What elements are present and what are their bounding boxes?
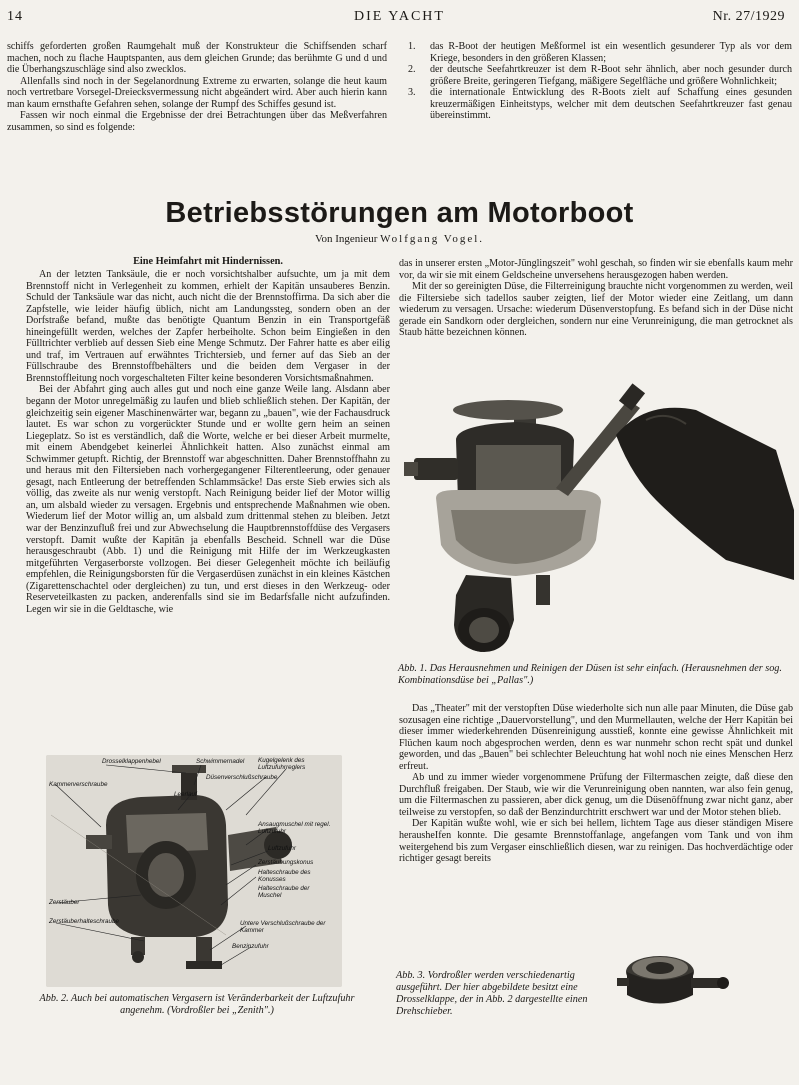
article-right-column-bottom — [399, 703, 793, 865]
body-paragraph: das in unserer ersten „Motor-Jünglingszeit" wohl geschah, so finden wir sie ebenfalls kaum mehr vor, da wir sie mit einem Geldscheine unversehens herausgezogen haben werden. — [399, 258, 793, 281]
body-paragraph: An der letzten Tanksäule, die er noch vorsichtshalber aufsuchte, um ja mit dem Brennstoff nicht in Verlegenheit zu kommen, erhielt der Kapitän unsauberes Benzin. Schuld der Tanksäule war das nicht, auch nicht die der Brennstoffirma. Da sich aber die Zapfstelle, wie leider häufig üblich, nicht am Landungssteg, sondern oben an der Dorfstraße befand, mußte das benötigte Quantum Benzin in ein Transportgefäß hineingefüllt werden, welches der Zapfer herbeiholte. Schon beim Eingießen in den Fülltrichter verblieb auf dessen Sieb eine Menge Schmutz. Der Fahrer hatte es aber eilig und traf, im Vertrauen auf erwähntes Trichtersieb, und ferner auf das Sieb an der Füllschraube des Brennstoffbehälters und die beiden dem Vergaser in der Brennstoffleitung noch vorgeschalteten Filter keine besonderen Vorsichtsmaßnahmen. — [26, 269, 390, 384]
label-drosselklappenhebel: Drosselklappenhebel — [102, 758, 161, 765]
body-paragraph: Bei der Abfahrt ging auch alles gut und noch eine ganze Weile lang. Alsdann aber begann der Motor unregelmäßig zu laufen und blieb schließlich stehen. Der Kapitän, der gleichzeitig sein eigener Maschinenwärter war, begann zu „bauen", wie der Fachausdruck lautet. Es war schon zu vorgerückter Stunde und er wollte gern heim an seinen Liegeplatz. So ist es verständlich, daß die Worte, welche er bei dieser Arbeit murmelte, mit einem Abendgebet keinerlei Ähnlichkeit hatten. Also zunächst einmal am Schwimmer getupft. Richtig, der Brennstoff war abgeschnitten. Daher Brennstoffhahn zu und heraus mit den Filtersieben nach vorhergegangener Filterentleerung, oder genauer gesagt, nach Entleerung der betreffenden Schlammsäcke! Das erste Sieb erwies sich als völlig, das zweite als nur wenig verstopft. Nach Reinigung beider lief der Motor willig an, um alsbald wieder zu versagen. Ergebnis und entsprechende Maßnahmen wie oben. Wiederum lief der Motor willig an, um alsbald zum drittenmal stehen zu bleiben. Jetzt war der Benzinzufluß frei und zur Abwechselung die Hauptbrennstoffdüse des Vergasers verstopft. Damit wußte der Kapitän ja ebenfalls Bescheid. Schnell war die Düse herausgeschraubt (Abb. 1) und die Reinigung mit Hilfe der im Werkzeugkasten mitgeführten Vergaserborste vollzogen. Bei dieser Gelegenheit möchte ich beiläufig empfehlen, die Reinigungsborsten für die Vergaserdüsen zunächst in ein kleines Kästchen (Zigarettenschachtel oder dergleichen) zu tun, und erst dieses in den Werkzeug- oder Reserveteilkasten zu packen, anderenfalls sind sie im Bedarfsfalle nicht aufzufinden. Legen wir sie in die Geldtasche, wie — [26, 384, 390, 615]
label-zerstaeuberhalteschraube: Zerstäuberhalteschraube — [49, 918, 120, 925]
body-paragraph: schiffs geforderten großen Raumgehalt muß der Konstrukteur die Schiffsenden scharf machen, noch zu flache Hauptspanten, aus dem gleichen Grunde; das berühmte G und d und die Überhangszuschläge sind also zwecklos. — [7, 41, 387, 76]
label-leerlauf: Leerlauf — [174, 791, 197, 798]
article-right-column-top — [399, 258, 793, 339]
list-number: 3. — [408, 87, 416, 99]
body-paragraph: Ab und zu immer wieder vorgenommene Prüfung der Filtermaschen zeigte, daß diese den Durchfluß freigaben. Der Staub, wie wir die Verunreinigung oben nannten, war also fein genug, um die Filtermaschen zu passieren, aber dick genug, um die Düsenöffnung zwar nicht ganz, aber teilweise zu verstopfen, so daß der Benzindurchtritt erschwert war und der Motor stehen blieb. — [399, 772, 793, 818]
label-duesenverschlussschraube: Düsenverschlußschraube — [206, 774, 278, 781]
page-number: 14 — [7, 9, 23, 24]
figure-3-photo — [615, 940, 735, 1020]
caption-text: Abb. 1. Das Herausnehmen und Reinigen der Düsen ist sehr einfach. (Herausnehmen der sog. Kombinationsdüse bei „Pallas".) — [398, 663, 782, 686]
label-ansaugmuschel: Ansaugmuschel mit regel. Luftzufuhr — [258, 821, 331, 835]
body-paragraph: Der Kapitän wußte wohl, wie er sich bei hellem, lichtem Tage aus dieser ständigen Misere herausheIfen konnte. Die gesamte Brennstoffanlage, angefangen vom Tank und von ihm weitergehend bis zum Vergaser einschließlich diesen, war zu reinigen. Das hochverdächtige oder richtiger gesagt bereits — [399, 818, 793, 865]
article-subheading: Eine Heimfahrt mit Hindernissen. — [133, 256, 283, 267]
list-text: das R-Boot der heutigen Meßformel ist ein wesentlich gesunderer Typ als vor dem Kriege, besonders in den größeren Klassen; — [430, 41, 792, 64]
list-text: der deutsche Seefahrtkreuzer ist dem R-Boot sehr ähnlich, aber noch gesunder durch größere Breite, geringeren Tiefgang, mäßigere Segelfläche und größere Wohnlichkeit; — [430, 64, 792, 87]
figure-3-caption — [396, 970, 606, 1018]
issue-number: Nr. 27/1929 — [712, 9, 785, 24]
label-zerstaeubungskonus: Zerstäubungskonus — [258, 859, 314, 866]
list-item — [406, 41, 792, 64]
label-kammerverschraube: Kammerverschraube — [49, 781, 108, 788]
label-halteschraube-konus: Halteschraube des Konusses — [258, 869, 311, 883]
list-number: 2. — [408, 64, 416, 76]
figure-1-photo — [396, 380, 796, 660]
journal-title: DIE YACHT — [354, 9, 445, 24]
body-paragraph: Das „Theater" mit der verstopften Düse wiederholte sich nun alle paar Minuten, die Düse gab sozusagen eine richtige „Dauervorstellung", und den Murmellauten, welche der Herr Kapitän bei dieser immer wiederkehrenden Düsenreinigung ausstieß, konnte eine gewisse Ähnlichkeit mit Flüchen kaum noch abgesprochen werden, denn es war nunmehr schon recht spät und dunkel geworden, und das „Bauen" bei schlechter Beleuchtung hat wohl noch nie eines Menschen Herz erfreut. — [399, 703, 793, 772]
label-benzinzufuhr: Benzinzufuhr — [232, 943, 269, 950]
list-item — [406, 87, 792, 122]
byline — [0, 233, 799, 245]
previous-article-left-column — [7, 41, 387, 133]
label-zerstaeuber: Zerstäuber — [49, 899, 80, 906]
label-halteschraube-muschel: Halteschraube der Muschel — [258, 885, 310, 899]
figure-1-caption — [398, 663, 792, 687]
list-text: die internationale Entwicklung des R-Boots zielt auf Schaffung eines gesunden kreuzermäßigen Einheitstyps, welcher mit dem deutschen Seefahrtkreuzer fast genau übereinstimmt. — [430, 87, 792, 122]
caption-text: Abb. 3. Vordroßler werden verschiedenartig ausgeführt. Der hier abgebildete besitzt eine Drosselklappe, der in Abb. 2 dargestellte einen Drehschieber. — [396, 970, 588, 1017]
article-left-column — [26, 256, 390, 615]
body-paragraph: Allenfalls sind noch in der Segelanordnung Extreme zu erwarten, solange die heut kaum noch vertretbare Vorsegel-Dreiecksvermessung nicht abgeändert wird. Aber auch hierin kann man kaum ernsthafte Gefahren sehen, solange der Rumpf des Schiffes gesund ist. — [7, 75, 387, 110]
label-kugelgelenk: Kugelgelenk des Luftzufuhrreglers — [258, 757, 306, 771]
label-schwimmernadel: Schwimmernadel — [196, 758, 245, 765]
results-list — [406, 41, 792, 122]
caption-text: Abb. 2. Auch bei automatischen Vergasern ist Veränderbarkeit der Luftzufuhr angenehm. (Vordroßler bei „Zenith".) — [39, 993, 355, 1016]
author-name: Wolfgang Vogel. — [380, 233, 485, 245]
throttle-part-photo — [615, 940, 735, 1020]
nozzle-removal-photo — [396, 380, 796, 660]
figure-2-caption — [22, 993, 372, 1017]
body-paragraph: Fassen wir noch einmal die Ergebnisse der drei Betrachtungen über das Meßverfahren zusammen, so sind es folgende: — [7, 110, 387, 133]
figure-2-carburetor-diagram — [46, 755, 342, 987]
byline-prefix: Von Ingenieur — [314, 233, 378, 245]
list-number: 1. — [408, 41, 416, 52]
article-title: Betriebsstörungen am Motorboot — [165, 197, 634, 229]
label-luftzufuhr: Luftzufuhr — [268, 845, 297, 852]
body-paragraph: Mit der so gereinigten Düse, die Filterreinigung brauchte nicht vorgenommen zu werden, weil die Filtersiebe sich tadellos sauber zeigten, lief der Motor wieder eine Zeitlang, um dann wiederum zu versagen. Ursache: wiederum Düsenverstopfung. Es befand sich in der Düse nicht gerade ein Sandkorn oder dergleichen, sondern nur eine Verunreinigung, die man getrocknet als Staub hätte bezeichnen können. — [399, 281, 793, 339]
list-item — [406, 64, 792, 87]
label-untere-verschlussschraube: Untere Verschlußschraube der Kammer — [240, 920, 326, 934]
